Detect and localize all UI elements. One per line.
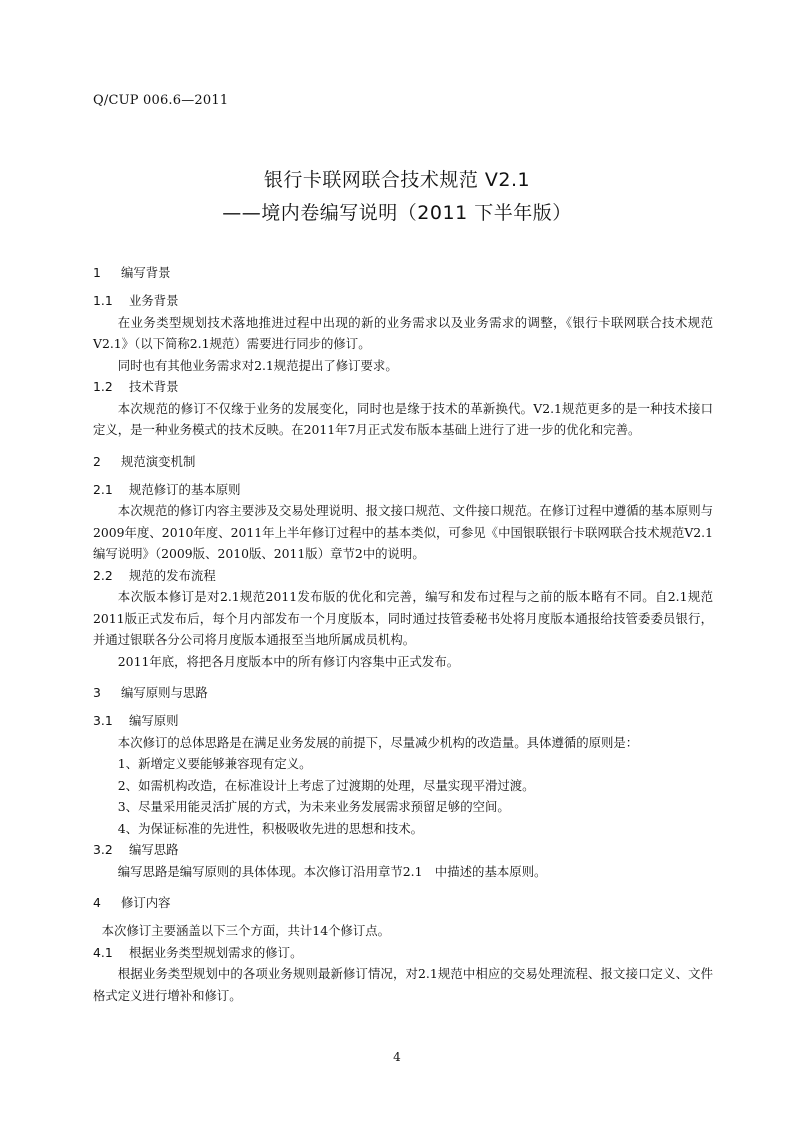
- subsection-title: 业务背景: [129, 293, 179, 308]
- subsection-title: 技术背景: [129, 379, 179, 394]
- paragraph: 根据业务类型规划中的各项业务规则最新修订情况，对2.1规范中相应的交易处理流程、报文接口定义、文件格式定义进行增补和修订。: [93, 966, 713, 1003]
- subsection-number: 1.2: [93, 379, 113, 394]
- document-title: 银行卡联网联合技术规范 V2.1: [263, 169, 531, 191]
- subsection-title: 规范的发布流程: [129, 567, 216, 583]
- list-item: 4、为保证标准的先进性，积极吸收先进的思想和技术。: [117, 820, 424, 836]
- section-title: 编写背景: [121, 265, 171, 280]
- section-number: 4: [93, 895, 101, 910]
- section-number: 2: [93, 453, 101, 469]
- paragraph: 编写思路是编写原则的具体体现。本次修订沿用章节2.1 中描述的基本原则。: [117, 863, 547, 879]
- subsection-heading: [93, 710, 713, 732]
- subsection-number: 3.1: [93, 713, 113, 728]
- paragraph: 同时也有其他业务需求对2.1规范提出了修订要求。: [117, 357, 398, 373]
- subsection-title: 编写思路: [129, 842, 179, 857]
- document-subtitle: ——境内卷编写说明（2011 下半年版）: [222, 202, 572, 224]
- paragraph: 本次修订的总体思路是在满足业务发展的前提下，尽量减少机构的改造量。具体遵循的原则是：: [117, 734, 639, 750]
- subsection-number: 2.1: [93, 481, 113, 497]
- section-heading: [93, 888, 713, 920]
- section-heading: [93, 678, 713, 710]
- subsection-heading: [93, 376, 713, 398]
- subsection-heading: [93, 479, 713, 501]
- section-number: 3: [93, 685, 101, 700]
- page-number: 4: [393, 1050, 401, 1064]
- section-heading: [93, 447, 713, 479]
- section-title: 编写原则与思路: [121, 685, 208, 700]
- section-number: 1: [93, 265, 101, 280]
- subsection-title: 根据业务类型规划需求的修订。: [129, 944, 303, 960]
- list-item: 2、如需机构改造，在标准设计上考虑了过渡期的处理，尽量实现平滑过渡。: [117, 777, 535, 793]
- subsection-heading: [93, 290, 713, 312]
- subsection-number: 1.1: [93, 293, 113, 308]
- paragraph: 本次版本修订是对2.1规范2011发布版的优化和完善，编写和发布过程与之前的版本略有不同。自2.1规范2011版正式发布后，每个月内部发布一个月度版本，同时通过技管委秘书处将月度版本通报给技管委委员银行，并通过银联各分公司将月度版本通报至当地所属成员机构。: [93, 589, 713, 647]
- section-title: 修订内容: [121, 895, 171, 910]
- document-body: [93, 258, 713, 1006]
- list-item: 1、新增定义要能够兼容现有定义。: [117, 756, 312, 771]
- subsection-heading: [93, 565, 713, 587]
- list-item: 3、尽量采用能灵活扩展的方式，为未来业务发展需求预留足够的空间。: [117, 799, 510, 814]
- paragraph: 本次修订主要涵盖以下三个方面，共计14个修订点。: [101, 923, 391, 938]
- paragraph: 本次规范的修订内容主要涉及交易处理说明、报文接口规范、文件接口规范。在修订过程中遵循的基本原则与2009年度、2010年度、2011年上半年修订过程中的基本类似，可参见《中国银联银行卡联网联合技术规范V2.1编写说明》（2009版、2010版、2011版）章节2中的说明。: [93, 503, 713, 561]
- subsection-number: 4.1: [93, 944, 113, 960]
- section-title: 规范演变机制: [121, 453, 196, 469]
- paragraph: 本次规范的修订不仅缘于业务的发展变化，同时也是缘于技术的革新换代。V2.1规范更多的是一种技术接口定义，是一种业务模式的技术反映。在2011年7月正式发布版本基础上进行了进一步的优化和完善。: [93, 400, 713, 437]
- paragraph: 2011年底，将把各月度版本中的所有修订内容集中正式发布。: [117, 653, 460, 669]
- subsection-title: 编写原则: [129, 713, 179, 728]
- paragraph: 在业务类型规划技术落地推进过程中出现的新的业务需求以及业务需求的调整，《银行卡联网联合技术规范V2.1》（以下简称2.1规范）需要进行同步的修订。: [93, 314, 713, 351]
- subsection-number: 2.2: [93, 567, 113, 583]
- subsection-heading: [93, 839, 713, 861]
- section-heading: [93, 258, 713, 290]
- document-id: Q/CUP 006.6—2011: [93, 93, 229, 108]
- subsection-heading: [93, 942, 713, 964]
- subsection-number: 3.2: [93, 842, 113, 857]
- subsection-title: 规范修订的基本原则: [129, 481, 241, 497]
